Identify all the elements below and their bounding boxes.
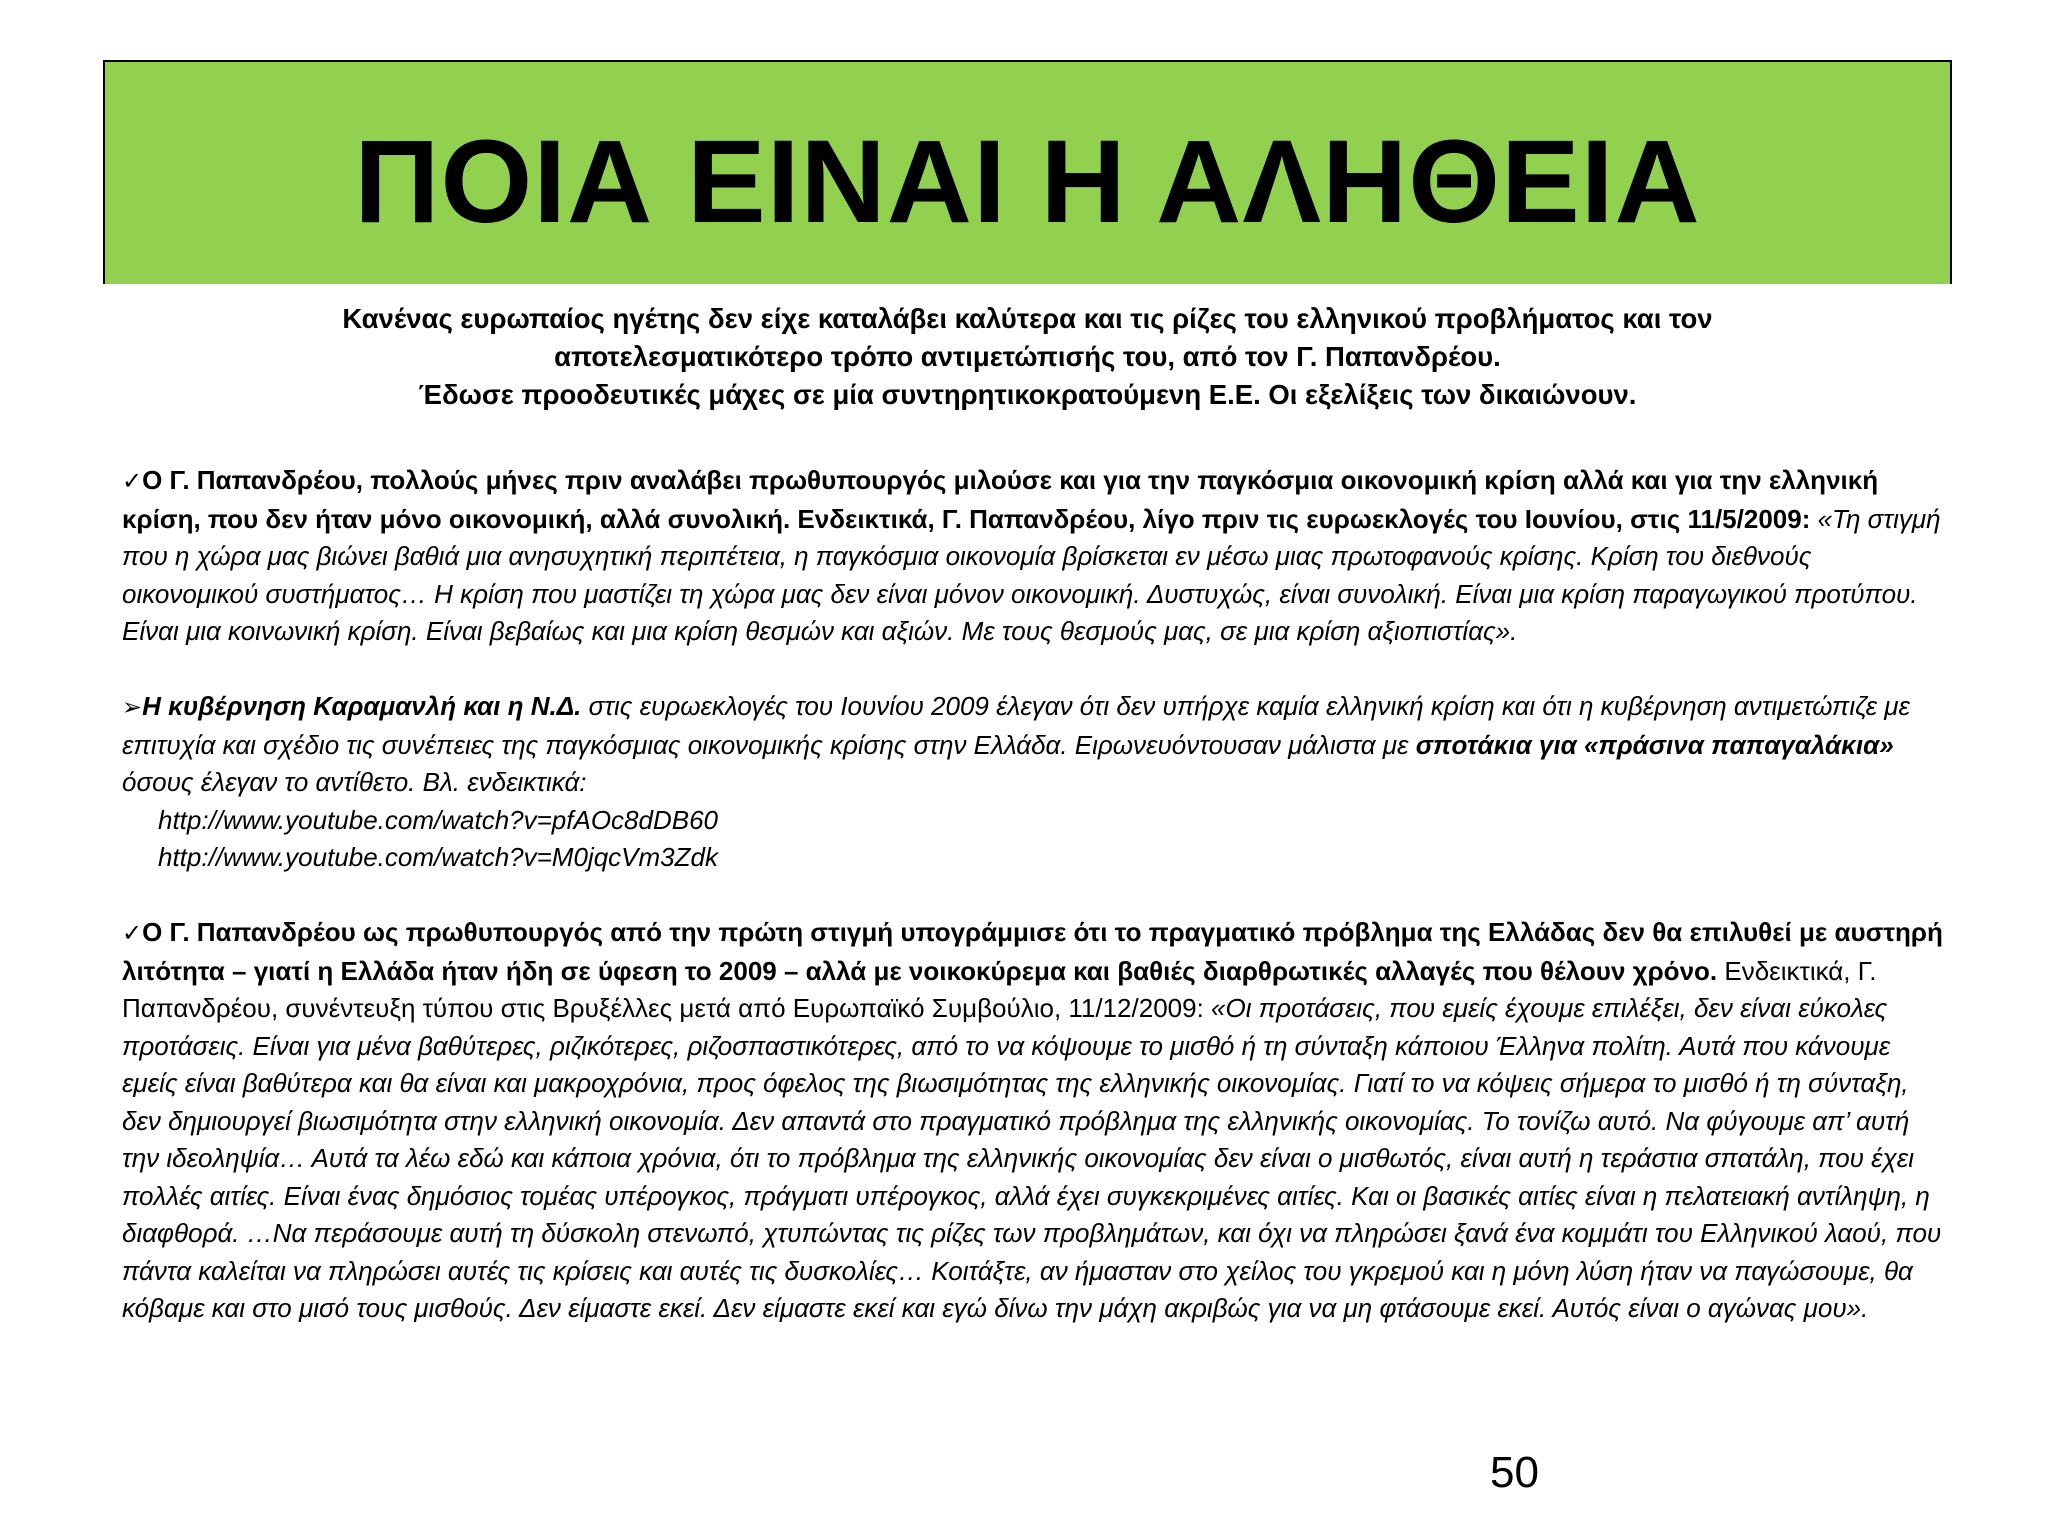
paragraph-text: στις ευρωεκλογές του Ιουνίου 2009 έλεγαν ότι δεν υπήρχε καμία ελληνική κρίση και ότι η κυβέρνηση αντιμετώπιζε με επιτυχία και σχέδιο τις συνέπειες της παγκόσμιας οικονομικής κρίσης στην Ελλάδα. Ειρωνευόντουσαν μάλιστα με [122, 691, 1910, 760]
paragraph-karamanlis [122, 688, 1952, 802]
intro-line: αποτελεσματικότερο τρόπο αντιμετώπισής του, από τον Γ. Παπανδρέου. [554, 341, 1501, 372]
paragraph-text: Ενδεικτικά, Γ. Παπανδρέου, συνέντευξη τύπου στις Βρυξέλλες μετά από Ευρωπαϊκό Συμβούλιο, 11/12/2009: [122, 955, 1877, 1023]
quote-text: «Οι προτάσεις, που εμείς έχουμε επιλέξει, δεν είναι εύκολες προτάσεις. Είναι για μένα βαθύτερες, ριζικότερες, ριζοσπαστικότερες, από το να κόψουμε το μισθό ή τη σύνταξη κάποιου Έλληνα πολίτη. Αυτά που κάνουμε εμείς είναι βαθύτερα και θα είναι και μακροχρόνια, προς όφελος της βιωσιμότητας της ελληνικής οικονομίας. Γιατί το να κόψεις σήμερα το μισθό ή τη σύνταξη, δεν δημιουργεί βιωσιμότητα στην ελληνική οικονομία. Δεν απαντά στο πραγματικό πρόβλημα της ελληνικής οικονομίας. Το τονίζω αυτό. Να φύγουμε απ’ αυτή την ιδεοληψία… Αυτά τα λέω εδώ και κάποια χρόνια, ότι το πρόβλημα της ελληνικής οικονομίας δεν είναι ο μισθωτός, είναι αυτή η τεράστια σπατάλη, που έχει πολλές αιτίες. Είναι ένας δημόσιος τομέας υπέρογκος, πράγματι υπέρογκος, αλλά έχει συγκεκριμένες αιτίες. Και οι βασικές αιτίες είναι η πελατειακή αντίληψη, η διαφθορά. …Να περάσουμε αυτή τη δύσκολη στενωπό, χτυπώντας τις ρίζες των προβλημάτων, και όχι να πληρώσει ξανά ένα κομμάτι του Ελληνικού λαού, που πάντα καλείται να πληρώσει αυτές τις κρίσεις και αυτές τις δυσκολίες… Κοιτάξτε, αν ήμασταν στο χείλος του γκρεμού και η μόνη λύση ήταν να παγώσουμε, θα κόβαμε και στο μισό τους μισθούς. Δεν είμαστε εκεί. Δεν είμαστε εκεί και εγώ δίνω την μάχη ακριβώς για να μη φτάσουμε εκεί. Αυτός είναι ο αγώνας μου». [122, 993, 1942, 1323]
title-banner [103, 60, 1952, 284]
youtube-link[interactable]: http://www.youtube.com/watch?v=M0jqcVm3Zdk [158, 842, 718, 872]
paragraph-prime-minister [122, 914, 1952, 1328]
paragraph-emphasis: σποτάκια για «πράσινα παπαγαλάκια» [1415, 729, 1894, 760]
quote-text: «Τη στιγμή που η χώρα μας βιώνει βαθιά μια ανησυχητική περιπέτεια, η παγκόσμια οικονομία βρίσκεται εν μέσω μιας πρωτοφανούς κρίσης. Κρίση του διεθνούς οικονομικού συστήματος… Η κρίση που μαστίζει τη χώρα μας δεν είναι μόνον οικονομική. Δυστυχώς, είναι συνολική. Είναι μια κρίση παραγωγικού προτύπου. Είναι μια κοινωνική κρίση. Είναι βεβαίως και μια κρίση θεσμών και αξιών. Με τους θεσμούς μας, σε μια κρίση αξιοπιστίας». [122, 503, 1941, 646]
intro-block [103, 300, 1952, 414]
paragraph-text: όσους έλεγαν το αντίθετο. Βλ. ενδεικτικά: [122, 767, 587, 797]
arrow-bullet-icon: ➢ [122, 693, 143, 721]
paragraph-lead: Η κυβέρνηση Καραμανλή και η Ν.Δ. [142, 691, 582, 721]
page-number: 50 [1490, 1448, 1539, 1497]
youtube-link[interactable]: http://www.youtube.com/watch?v=pfAOc8dDB60 [158, 804, 719, 835]
paragraph-lead: Ο Γ. Παπανδρέου, πολλούς μήνες πριν αναλάβει πρωθυπουργός μιλούσε και για την παγκόσμια οικονομική κρίση αλλά και για την ελληνική κρίση, που δεν ήταν μόνο οικονομική, αλλά συνολική. Ενδεικτικά, Γ. Παπανδρέου, λίγο πριν τις ευρωεκλογές του Ιουνίου, στις 11/5/2009: [122, 465, 1879, 534]
paragraph-papandreou-2009 [122, 462, 1952, 651]
paragraph-lead: Ο Γ. Παπανδρέου ως πρωθυπουργός από την πρώτη στιγμή υπογράμμισε ότι το πραγματικό πρόβλημα της Ελλάδας δεν θα επιλυθεί με αυστηρή λιτότητα – γιατί η Ελλάδα ήταν ήδη σε ύφεση το 2009 – αλλά με νοικοκύρεμα και βαθιές διαρθρωτικές αλλαγές που θέλουν χρόνο. [122, 917, 1943, 986]
checkmark-icon: ✓ [122, 467, 143, 495]
main-content [122, 462, 1952, 1328]
intro-line: Έδωσε προοδευτικές μάχες σε μία συντηρητικοκρατούμενη Ε.Ε. Οι εξελίξεις των δικαιώνουν. [418, 379, 1637, 410]
intro-line: Κανένας ευρωπαίος ηγέτης δεν είχε καταλάβει καλύτερα και τις ρίζες του ελληνικού προβλήματος και τον [342, 303, 1713, 334]
checkmark-icon: ✓ [122, 919, 143, 947]
page-title: ΠΟΙΑ ΕΙΝΑΙ Η ΑΛΗΘΕΙΑ [354, 116, 1701, 248]
